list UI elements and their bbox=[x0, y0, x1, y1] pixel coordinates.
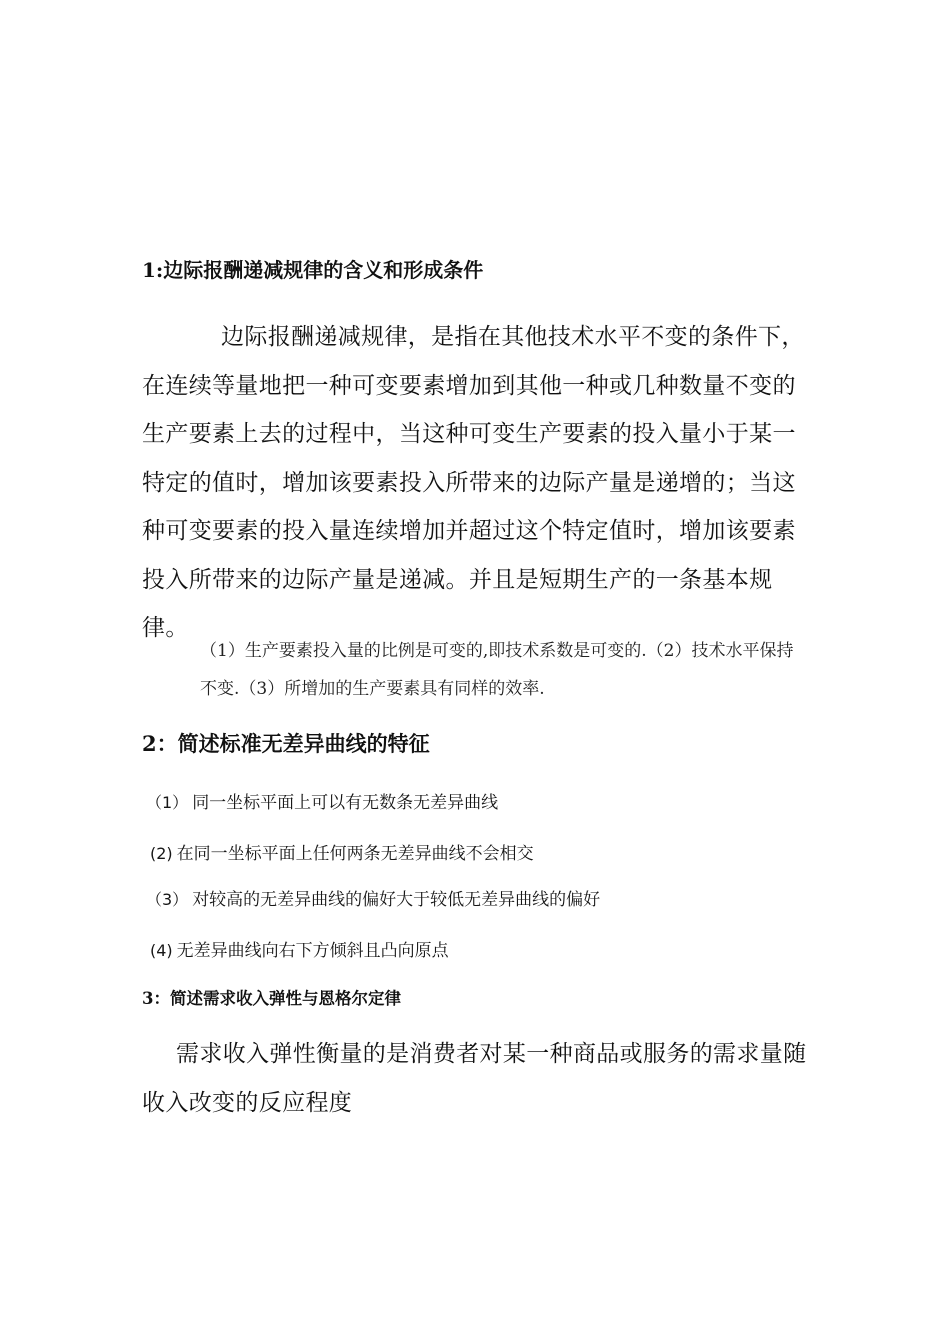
list-item bbox=[146, 887, 806, 913]
list-item-number: （3） bbox=[146, 890, 189, 909]
section-1-conditions: （1）生产要素投入量的比例是可变的,即技术系数是可变的.（2）技术水平保持不变.（3）所增加的生产要素具有同样的效率. bbox=[200, 641, 794, 699]
list-item-number: （1） bbox=[146, 793, 189, 812]
section-3-paragraph: 需求收入弹性衡量的是消费者对某一种商品或服务的需求量随收入改变的反应程度 bbox=[142, 1041, 807, 1116]
list-item bbox=[150, 938, 810, 964]
list-item-text: 同一坐标平面上可以有无数条无差异曲线 bbox=[192, 793, 499, 813]
section-2-heading: 2：简述标准无差异曲线的特征 bbox=[142, 731, 430, 756]
section-3-heading: 3：简述需求收入弹性与恩格尔定律 bbox=[142, 989, 401, 1008]
section-1-heading: 1:边际报酬递减规律的含义和形成条件 bbox=[142, 258, 484, 282]
list-item-text: 无差异曲线向右下方倾斜且凸向原点 bbox=[176, 941, 449, 961]
list-item bbox=[150, 841, 810, 867]
list-item-text: 对较高的无差异曲线的偏好大于较低无差异曲线的偏好 bbox=[192, 890, 601, 910]
list-item-number: (2) bbox=[150, 844, 173, 863]
section-1-paragraph: 边际报酬递减规律，是指在其他技术水平不变的条件下，在连续等量地把一种可变要素增加到其他一种或几种数量不变的生产要素上去的过程中，当这种可变生产要素的投入量小于某一特定的值时，增加该要素投入所带来的边际产量是递增的；当这种可变要素的投入量连续增加并超过这个特定值时，增加该要素投入所带来的边际产量是递减。并且是短期生产的一条基本规律。 bbox=[142, 324, 805, 641]
list-item-number: (4) bbox=[150, 941, 173, 960]
list-item-text: 在同一坐标平面上任何两条无差异曲线不会相交 bbox=[176, 844, 534, 864]
list-item bbox=[146, 790, 806, 816]
